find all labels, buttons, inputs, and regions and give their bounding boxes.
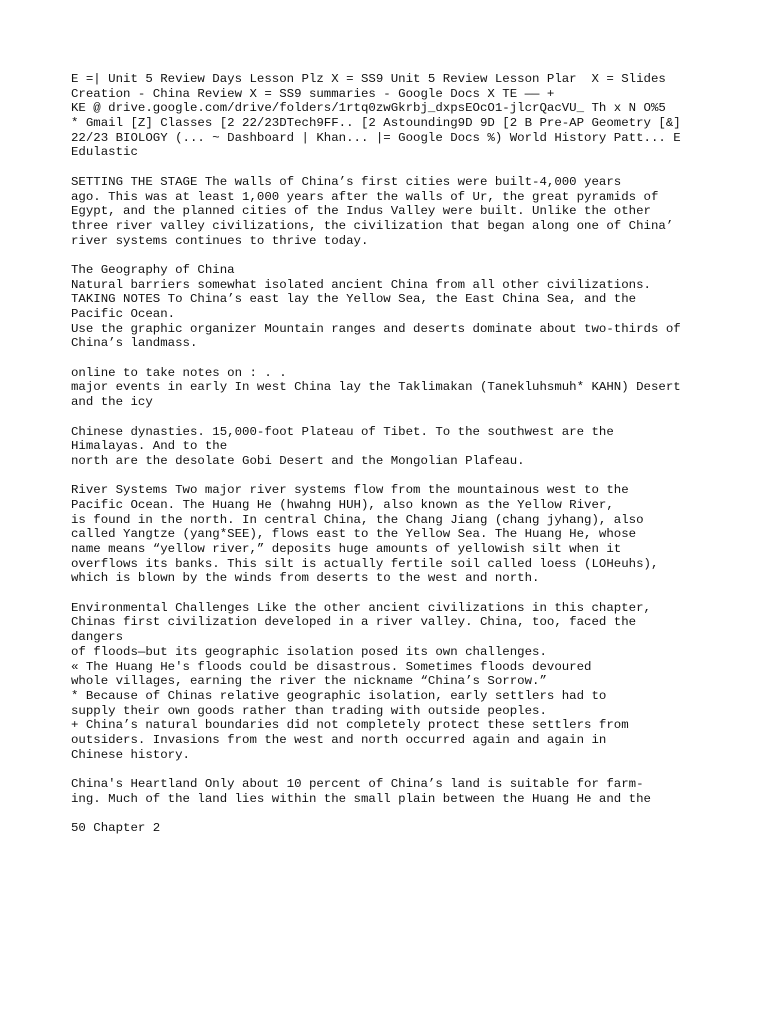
blank-line — [71, 248, 711, 263]
text-line: « The Huang He's floods could be disastrous. Sometimes floods devoured — [71, 659, 592, 674]
text-line: of floods—but its geographic isolation posed its own challenges. — [71, 644, 547, 659]
text-line: overflows its banks. This silt is actually fertile soil called loess (LOHeuhs), — [71, 556, 659, 571]
blank-line — [71, 469, 711, 484]
text-line: * Because of Chinas relative geographic isolation, early settlers had to — [71, 688, 607, 703]
text-line: and the icy — [71, 395, 153, 410]
blank-line — [71, 806, 711, 821]
text-line: called Yangtze (yang*SEE), flows east to the Yellow Sea. The Huang He, whose — [71, 527, 637, 542]
text-line: TAKING NOTES To China’s east lay the Yellow Sea, the East China Sea, and the — [71, 292, 637, 307]
text-line: Himalayas. And to the — [71, 439, 228, 454]
page-footer: 50 Chapter 2 — [71, 821, 161, 836]
text-line: Egypt, and the planned cities of the Indus Valley were built. Unlike the other — [71, 204, 651, 219]
text-line: river systems continues to thrive today. — [71, 233, 369, 248]
blank-line — [71, 410, 711, 425]
text-line: + China’s natural boundaries did not completely protect these settlers from — [71, 718, 629, 733]
text-line: * Gmail [Z] Classes [2 22/23DTech9FF.. [2 Astounding9D 9D [2 B Pre-AP Geometry [&] — [71, 116, 681, 131]
blank-line — [71, 762, 711, 777]
document-page — [71, 72, 711, 836]
text-line: ing. Much of the land lies within the small plain between the Huang He and the — [71, 791, 651, 806]
text-line: name means “yellow river,” deposits huge amounts of yellowish silt when it — [71, 542, 622, 556]
text-line: 22/23 BIOLOGY (... ~ Dashboard | Khan... |= Google Docs %) World History Patt... E — [71, 130, 681, 145]
text-line: Chinese dynasties. 15,000-foot Plateau of Tibet. To the southwest are the — [71, 424, 614, 439]
text-line: Environmental Challenges Like the other ancient civilizations in this chapter, — [71, 600, 651, 615]
text-line: outsiders. Invasions from the west and north occurred again and again in — [71, 732, 607, 747]
text-line: whole villages, earning the river the nickname “China’s Sorrow.” — [71, 674, 547, 689]
text-line: River Systems Two major river systems flow from the mountainous west to the — [71, 483, 629, 498]
text-line: China's Heartland Only about 10 percent of China’s land is suitable for farm- — [71, 777, 644, 791]
text-line: Use the graphic organizer Mountain ranges and deserts dominate about two-thirds of — [71, 321, 681, 336]
blank-line — [71, 586, 711, 601]
text-line: major events in early In west China lay the Taklimakan (Tanekluhsmuh* KAHN) Desert — [71, 380, 681, 395]
text-line: three river valley civilizations, the civilization that began along one of China’ — [71, 218, 674, 233]
text-line: The Geography of China — [71, 262, 235, 277]
text-line: Natural barriers somewhat isolated ancient China from all other civilizations. — [71, 277, 651, 292]
text-line: E =| Unit 5 Review Days Lesson Plz X = SS9 Unit 5 Review Lesson Plar X = Slides — [71, 72, 666, 86]
text-line: Creation - China Review X = SS9 summaries - Google Docs X TE —— + — [71, 86, 555, 101]
text-line: Pacific Ocean. The Huang He (hwahng HUH), also known as the Yellow River, — [71, 497, 614, 512]
text-line: Chinas first civilization developed in a river valley. China, too, faced the — [71, 615, 637, 630]
text-line: Pacific Ocean. — [71, 307, 176, 321]
text-line: Edulastic — [71, 145, 138, 160]
blank-line — [71, 160, 711, 175]
text-line: supply their own goods rather than trading with outside peoples. — [71, 703, 547, 718]
text-line: dangers — [71, 630, 124, 645]
text-line: online to take notes on : . . — [71, 365, 287, 380]
text-line: KE @ drive.google.com/drive/folders/1rtq0zwGkrbj_dxpsEOcO1-jlcrQacVU_ Th x N O%5 — [71, 101, 666, 116]
text-line: is found in the north. In central China, the Chang Jiang (chang jyhang), also — [71, 512, 644, 527]
blank-line — [71, 351, 711, 366]
text-line: SETTING THE STAGE The walls of China’s first cities were built-4,000 years — [71, 174, 622, 189]
text-line: north are the desolate Gobi Desert and the Mongolian Plafeau. — [71, 453, 525, 468]
text-line: Chinese history. — [71, 747, 190, 762]
text-line: which is blown by the winds from deserts to the west and north. — [71, 571, 540, 586]
text-line: ago. This was at least 1,000 years after the walls of Ur, the great pyramids of — [71, 189, 659, 204]
text-line: China’s landmass. — [71, 336, 198, 351]
